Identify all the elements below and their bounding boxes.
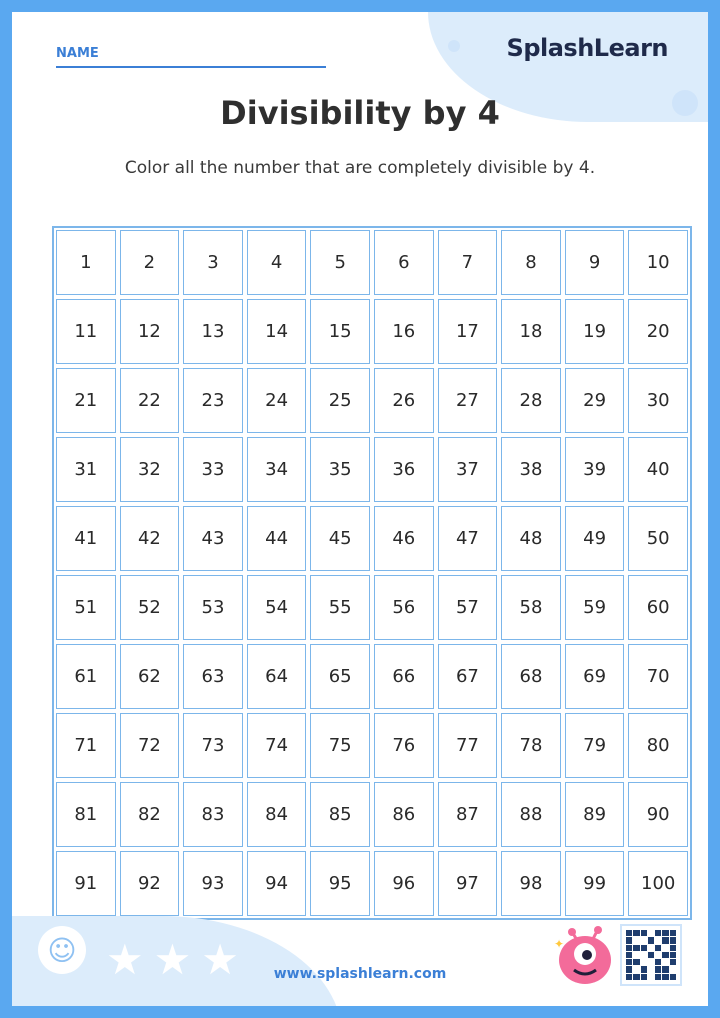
number-cell[interactable]: 50 — [628, 506, 688, 571]
number-cell[interactable]: 56 — [374, 575, 434, 640]
stars-icon: ★★★ — [106, 935, 249, 984]
number-cell[interactable]: 5 — [310, 230, 370, 295]
name-input-line[interactable] — [56, 66, 326, 68]
number-cell[interactable]: 96 — [374, 851, 434, 916]
number-cell[interactable]: 81 — [56, 782, 116, 847]
worksheet-instruction: Color all the number that are completely divisible by 4. — [124, 158, 596, 178]
number-cell[interactable]: 45 — [310, 506, 370, 571]
svg-text:✦: ✦ — [554, 937, 565, 951]
hundreds-grid — [52, 226, 692, 920]
number-cell[interactable]: 68 — [501, 644, 561, 709]
number-cell[interactable]: 73 — [183, 713, 243, 778]
number-cell[interactable]: 85 — [310, 782, 370, 847]
number-cell[interactable]: 75 — [310, 713, 370, 778]
number-cell[interactable]: 47 — [438, 506, 498, 571]
number-cell[interactable]: 87 — [438, 782, 498, 847]
qr-code-icon[interactable] — [620, 924, 682, 986]
number-cell[interactable]: 38 — [501, 437, 561, 502]
number-cell[interactable]: 74 — [247, 713, 307, 778]
number-cell[interactable]: 34 — [247, 437, 307, 502]
number-cell[interactable]: 95 — [310, 851, 370, 916]
number-cell[interactable]: 37 — [438, 437, 498, 502]
number-cell[interactable]: 62 — [120, 644, 180, 709]
number-cell[interactable]: 78 — [501, 713, 561, 778]
name-label: NAME — [56, 46, 99, 61]
number-cell[interactable]: 69 — [565, 644, 625, 709]
number-cell[interactable]: 10 — [628, 230, 688, 295]
number-cell[interactable]: 25 — [310, 368, 370, 433]
number-cell[interactable]: 41 — [56, 506, 116, 571]
number-cell[interactable]: 11 — [56, 299, 116, 364]
number-cell[interactable]: 9 — [565, 230, 625, 295]
number-cell[interactable]: 67 — [438, 644, 498, 709]
decorative-dot — [448, 40, 460, 52]
number-cell[interactable]: 63 — [183, 644, 243, 709]
footer-url[interactable]: www.splashlearn.com — [273, 966, 447, 982]
number-cell[interactable]: 42 — [120, 506, 180, 571]
number-cell[interactable]: 2 — [120, 230, 180, 295]
number-cell[interactable]: 28 — [501, 368, 561, 433]
number-cell[interactable]: 54 — [247, 575, 307, 640]
number-cell[interactable]: 13 — [183, 299, 243, 364]
number-cell[interactable]: 24 — [247, 368, 307, 433]
number-cell[interactable]: 61 — [56, 644, 116, 709]
number-cell[interactable]: 14 — [247, 299, 307, 364]
number-cell[interactable]: 94 — [247, 851, 307, 916]
number-cell[interactable]: 86 — [374, 782, 434, 847]
number-cell[interactable]: 43 — [183, 506, 243, 571]
number-cell[interactable]: 60 — [628, 575, 688, 640]
number-cell[interactable]: 46 — [374, 506, 434, 571]
number-cell[interactable]: 49 — [565, 506, 625, 571]
number-cell[interactable]: 59 — [565, 575, 625, 640]
number-cell[interactable]: 72 — [120, 713, 180, 778]
number-cell[interactable]: 4 — [247, 230, 307, 295]
number-cell[interactable]: 97 — [438, 851, 498, 916]
number-cell[interactable]: 26 — [374, 368, 434, 433]
number-cell[interactable]: 82 — [120, 782, 180, 847]
number-cell[interactable]: 79 — [565, 713, 625, 778]
number-cell[interactable]: 100 — [628, 851, 688, 916]
number-cell[interactable]: 29 — [565, 368, 625, 433]
number-cell[interactable]: 44 — [247, 506, 307, 571]
number-cell[interactable]: 66 — [374, 644, 434, 709]
number-cell[interactable]: 36 — [374, 437, 434, 502]
number-cell[interactable]: 92 — [120, 851, 180, 916]
number-cell[interactable]: 23 — [183, 368, 243, 433]
number-cell[interactable]: 20 — [628, 299, 688, 364]
smiley-icon: ☺ — [38, 926, 86, 974]
number-cell[interactable]: 19 — [565, 299, 625, 364]
number-cell[interactable]: 3 — [183, 230, 243, 295]
splashlearn-logo: SplashLearn — [506, 34, 668, 62]
number-cell[interactable]: 8 — [501, 230, 561, 295]
number-cell[interactable]: 53 — [183, 575, 243, 640]
number-cell[interactable]: 76 — [374, 713, 434, 778]
number-cell[interactable]: 77 — [438, 713, 498, 778]
number-cell[interactable]: 70 — [628, 644, 688, 709]
number-cell[interactable]: 55 — [310, 575, 370, 640]
number-cell[interactable]: 48 — [501, 506, 561, 571]
number-cell[interactable]: 80 — [628, 713, 688, 778]
number-cell[interactable]: 22 — [120, 368, 180, 433]
number-cell[interactable]: 39 — [565, 437, 625, 502]
number-cell[interactable]: 90 — [628, 782, 688, 847]
number-cell[interactable]: 51 — [56, 575, 116, 640]
number-cell[interactable]: 65 — [310, 644, 370, 709]
number-cell[interactable]: 18 — [501, 299, 561, 364]
number-cell[interactable]: 88 — [501, 782, 561, 847]
worksheet-title: Divisibility by 4 — [220, 94, 500, 132]
number-cell[interactable]: 6 — [374, 230, 434, 295]
number-cell[interactable]: 83 — [183, 782, 243, 847]
number-cell[interactable]: 17 — [438, 299, 498, 364]
number-cell[interactable]: 84 — [247, 782, 307, 847]
number-cell[interactable]: 32 — [120, 437, 180, 502]
number-cell[interactable]: 71 — [56, 713, 116, 778]
number-cell[interactable]: 12 — [120, 299, 180, 364]
number-cell[interactable]: 31 — [56, 437, 116, 502]
mascot-icon — [552, 918, 618, 988]
number-cell[interactable]: 99 — [565, 851, 625, 916]
number-cell[interactable]: 21 — [56, 368, 116, 433]
number-cell[interactable]: 64 — [247, 644, 307, 709]
number-cell[interactable]: 40 — [628, 437, 688, 502]
number-cell[interactable]: 15 — [310, 299, 370, 364]
number-cell[interactable]: 30 — [628, 368, 688, 433]
number-cell[interactable]: 57 — [438, 575, 498, 640]
number-cell[interactable]: 58 — [501, 575, 561, 640]
number-cell[interactable]: 52 — [120, 575, 180, 640]
number-cell[interactable]: 33 — [183, 437, 243, 502]
number-cell[interactable]: 89 — [565, 782, 625, 847]
number-cell[interactable]: 93 — [183, 851, 243, 916]
number-cell[interactable]: 1 — [56, 230, 116, 295]
number-cell[interactable]: 7 — [438, 230, 498, 295]
number-cell[interactable]: 35 — [310, 437, 370, 502]
number-cell[interactable]: 91 — [56, 851, 116, 916]
number-cell[interactable]: 27 — [438, 368, 498, 433]
number-cell[interactable]: 98 — [501, 851, 561, 916]
number-cell[interactable]: 16 — [374, 299, 434, 364]
